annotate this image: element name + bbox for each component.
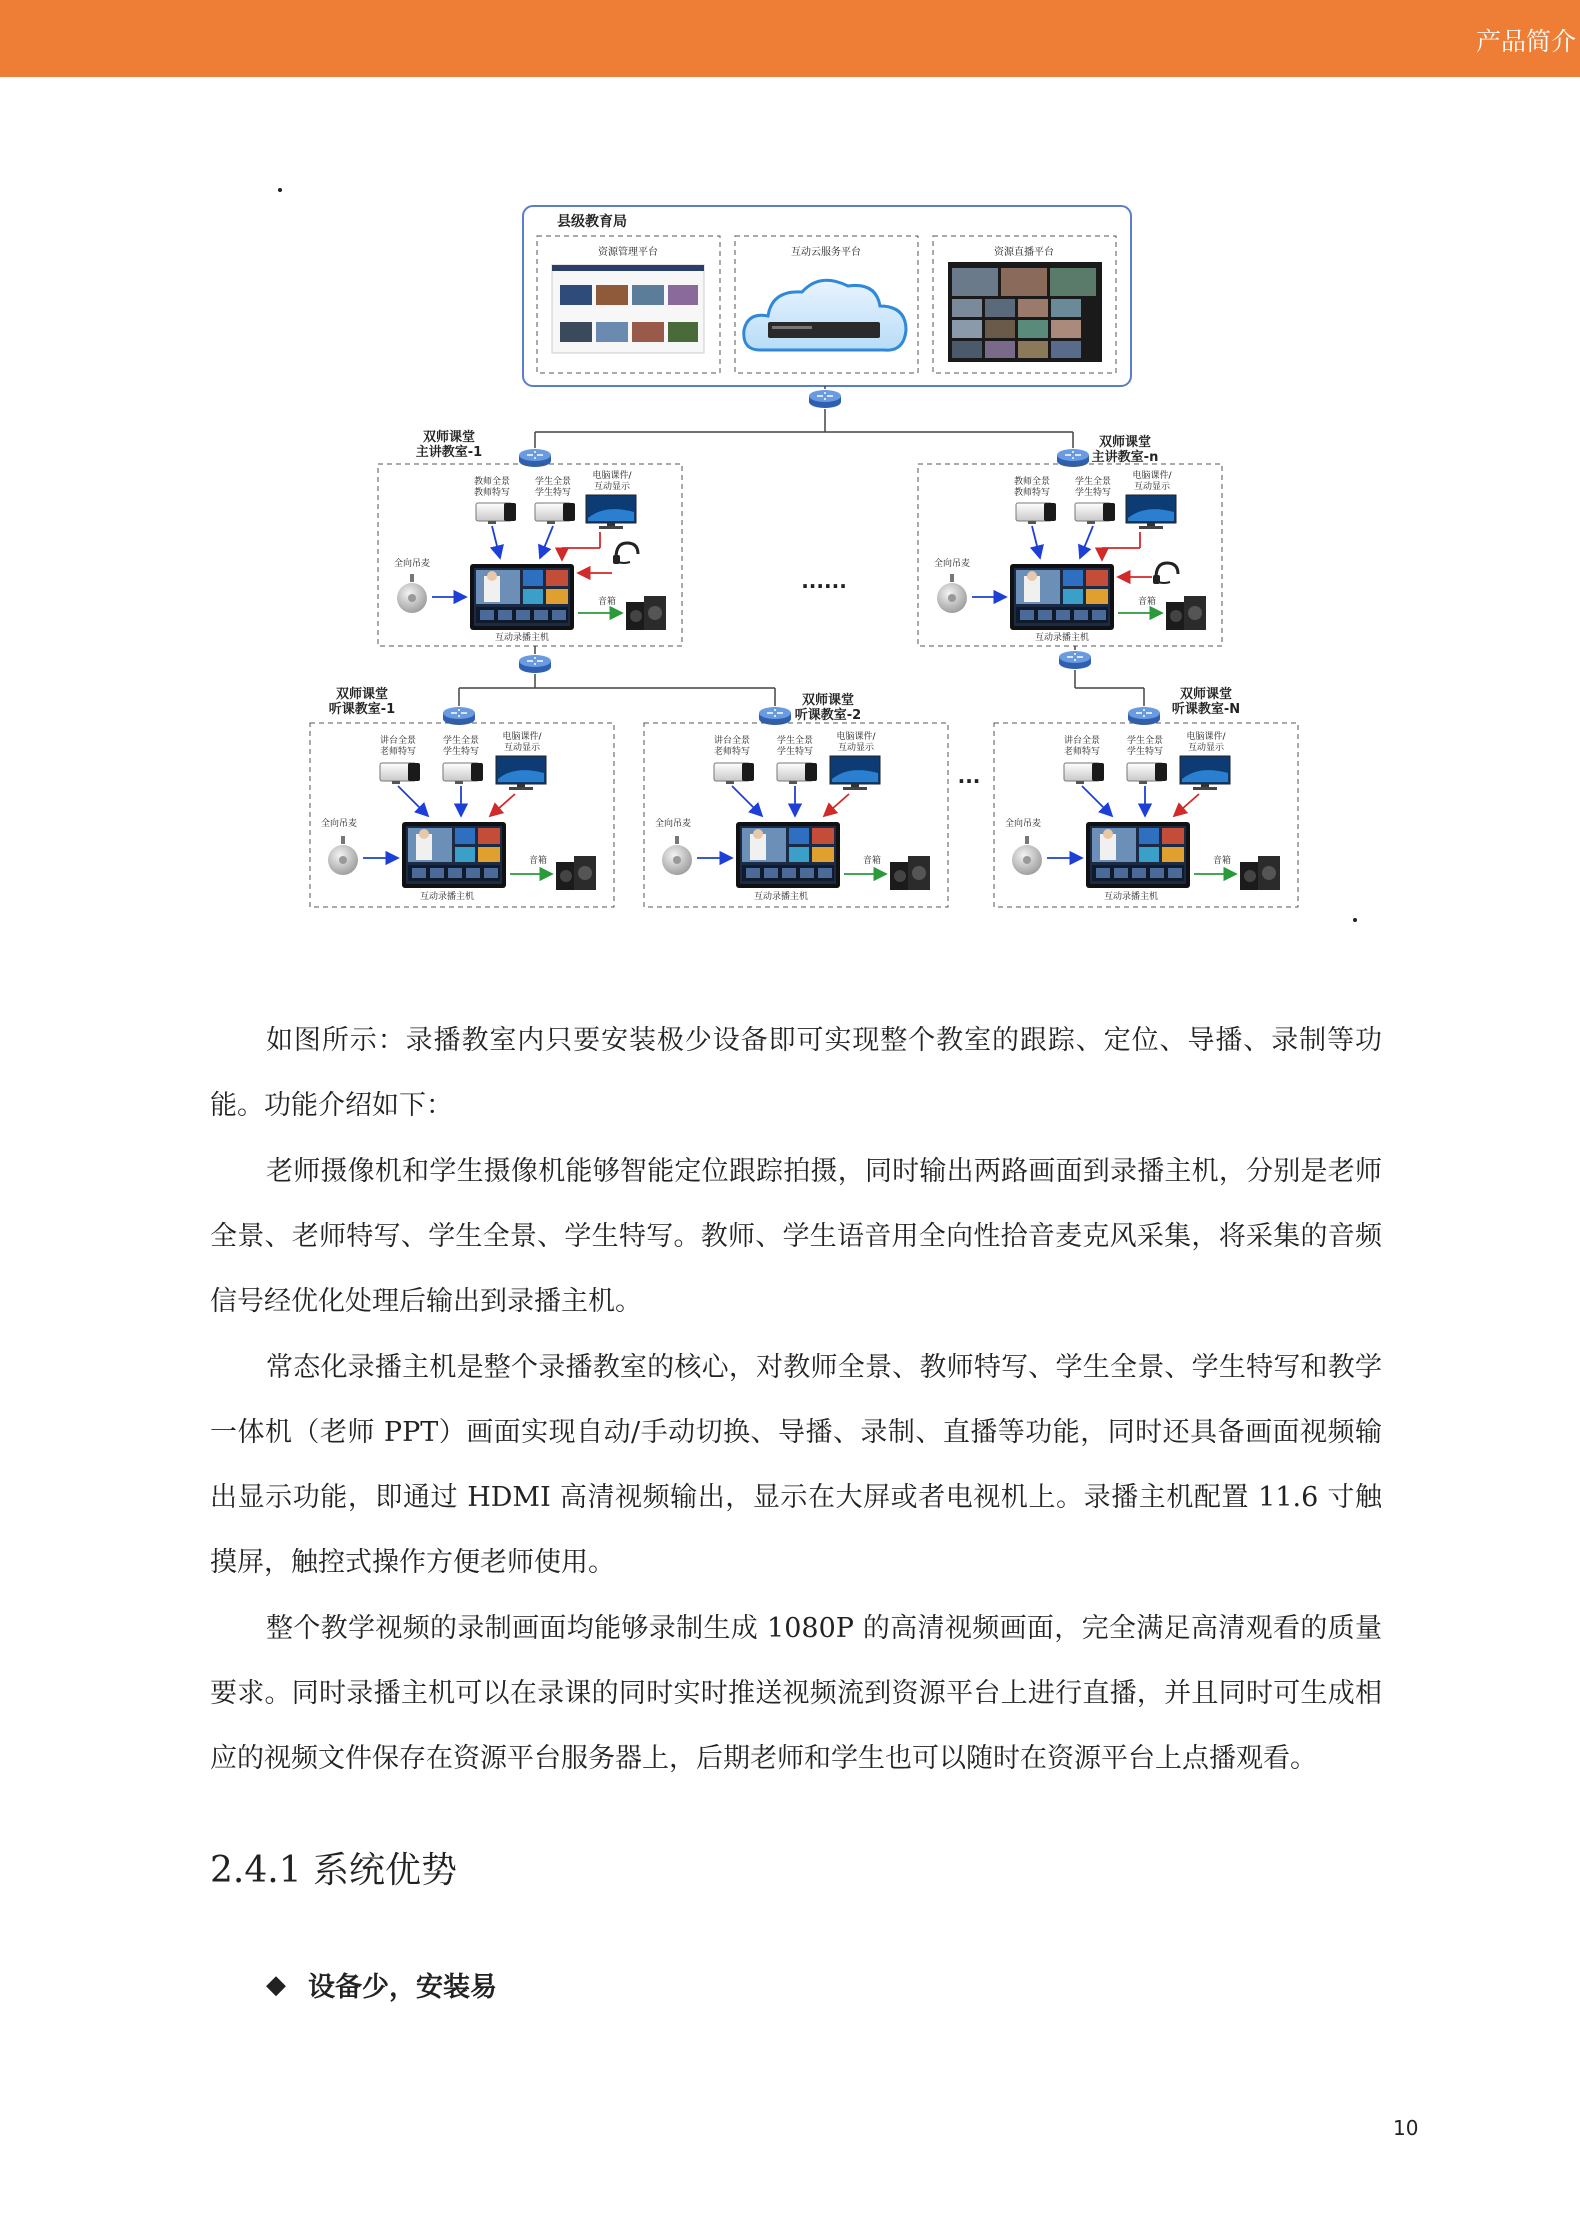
main-classroom-1: [378, 429, 682, 646]
device-label: 互动显示: [503, 743, 541, 753]
paragraph-4: 整个教学视频的录制画面均能够录制生成 1080P 的高清视频画面，完全满足高清观看的质量要求。同时录播主机可以在录课的同时实时推送视频流到资源平台上进行直播，并且同时可生成相应的视频文件保存在资源平台服务器上，后期老师和学生也可以随时在资源平台上点播观看。: [210, 1613, 1382, 1774]
device-label: 教师全景: [473, 477, 511, 487]
device-label: 老师特写: [713, 747, 751, 757]
device-label: 音箱: [862, 856, 882, 866]
microphone-icon: [662, 836, 692, 875]
host-icon: [1086, 822, 1190, 888]
device-label: 电脑课件/: [592, 471, 632, 481]
device-label: 互动录播主机: [1103, 892, 1159, 902]
device-label: 音箱: [528, 856, 548, 866]
device-label: 电脑课件/: [1186, 732, 1226, 742]
device-label: 互动录播主机: [494, 633, 550, 643]
platform-label: 资源管理平台: [598, 247, 658, 258]
device-label: 全向吊麦: [320, 819, 358, 829]
router-icon: [1059, 651, 1091, 669]
monitor-icon: [830, 756, 880, 790]
camera-icon: [1075, 503, 1115, 524]
device-label: 讲台全景: [713, 736, 751, 746]
device-label: 互动录播主机: [753, 892, 809, 902]
device-label: 全向吊麦: [933, 559, 971, 569]
device-label: 教师特写: [473, 488, 511, 498]
room-label: 听课教室-2: [794, 708, 862, 723]
device-label: 全向吊麦: [1004, 819, 1042, 829]
camera-icon: [443, 763, 483, 784]
device-label: 学生全景: [1074, 477, 1112, 487]
device-label: 互动显示: [1187, 743, 1225, 753]
host-icon: [470, 564, 574, 630]
device-label: 互动显示: [1133, 482, 1171, 492]
device-label: 音箱: [1137, 597, 1157, 607]
system-diagram: [0, 0, 1580, 960]
listening-classroom-2: [644, 692, 948, 907]
monitor-icon: [1180, 756, 1230, 790]
device-label: 音箱: [597, 597, 617, 607]
room-label: 双师课堂: [422, 430, 476, 445]
bullet-text: 设备少，安装易: [308, 1972, 497, 2003]
microphone-icon: [397, 574, 427, 613]
device-label: 学生全景: [442, 736, 480, 746]
room-label: 听课教室-N: [1171, 702, 1241, 717]
platform-label: 资源直播平台: [994, 247, 1054, 258]
microphone-icon: [1012, 836, 1042, 875]
device-label: 讲台全景: [1063, 736, 1101, 746]
speaker-icon: [626, 596, 666, 630]
device-label: 电脑课件/: [836, 732, 876, 742]
device-label: 教师全景: [1013, 477, 1051, 487]
page-number: 10: [1393, 2116, 1419, 2140]
camera-icon: [476, 503, 516, 524]
camera-icon: [535, 503, 575, 524]
device-label: 讲台全景: [379, 736, 417, 746]
room-label: 主讲教室-n: [1091, 450, 1159, 465]
room-label: 双师课堂: [1179, 687, 1233, 702]
camera-icon: [1016, 503, 1056, 524]
room-label: 双师课堂: [1098, 435, 1152, 450]
headset-icon: [613, 543, 638, 564]
device-label: 互动录播主机: [1034, 633, 1090, 643]
camera-icon: [380, 763, 420, 784]
camera-icon: [1064, 763, 1104, 784]
paragraph-3: 常态化录播主机是整个录播教室的核心，对教师全景、教师特写、学生全景、学生特写和教学一体机（老师 PPT）画面实现自动/手动切换、导播、录制、直播等功能，同时还具备画面视频输出显示功能，即通过 HDMI 高清视频输出，显示在大屏或者电视机上。录播主机配置 11.6 寸触摸屏，触控式操作方便老师使用。: [210, 1352, 1382, 1578]
camera-icon: [1127, 763, 1167, 784]
device-label: 全向吊麦: [654, 819, 692, 829]
router-icon: [809, 390, 841, 408]
device-label: 老师特写: [379, 747, 417, 757]
speaker-icon: [1240, 856, 1280, 890]
headset-icon: [1153, 563, 1178, 584]
header-title: 产品简介: [1475, 27, 1576, 56]
ellipsis: ...: [957, 764, 981, 788]
speaker-icon: [556, 856, 596, 890]
room-label: 听课教室-1: [328, 702, 396, 717]
device-label: 互动显示: [593, 482, 631, 492]
device-label: 电脑课件/: [502, 732, 542, 742]
monitor-icon: [586, 495, 636, 529]
room-label: 双师课堂: [335, 687, 389, 702]
main-classroom-n: [918, 434, 1222, 646]
monitor-icon: [1126, 495, 1176, 529]
speaker-icon: [890, 856, 930, 890]
host-icon: [736, 822, 840, 888]
device-label: 学生全景: [1126, 736, 1164, 746]
section-heading: 2.4.1 系统优势: [210, 1850, 458, 1891]
platform-label: 互动云服务平台: [791, 247, 861, 258]
device-label: 学生全景: [776, 736, 814, 746]
paragraph-1: 如图所示：录播教室内只要安装极少设备即可实现整个教室的跟踪、定位、导播、录制等功能。功能介绍如下：: [210, 1025, 1382, 1121]
microphone-icon: [328, 836, 358, 875]
monitor-icon: [496, 756, 546, 790]
router-icon: [1128, 707, 1160, 725]
device-label: 学生特写: [1074, 488, 1112, 498]
room-label: 主讲教室-1: [415, 445, 483, 460]
device-label: 学生特写: [534, 488, 572, 498]
device-label: 学生特写: [1126, 747, 1164, 757]
speaker-icon: [1166, 596, 1206, 630]
host-icon: [402, 822, 506, 888]
diamond-bullet-icon: ◆: [266, 1969, 286, 2000]
room-label: 双师课堂: [801, 693, 855, 708]
education-bureau-title: 县级教育局: [557, 214, 627, 230]
device-label: 电脑课件/: [1132, 471, 1172, 481]
router-icon: [443, 707, 475, 725]
device-label: 老师特写: [1063, 747, 1101, 757]
device-label: 学生特写: [776, 747, 814, 757]
camera-icon: [777, 763, 817, 784]
device-label: 互动显示: [837, 743, 875, 753]
router-icon: [519, 655, 551, 673]
paragraph-2: 老师摄像机和学生摄像机能够智能定位跟踪拍摄，同时输出两路画面到录播主机，分别是老师全景、老师特写、学生全景、学生特写。教师、学生语音用全向性拾音麦克风采集，将采集的音频信号经优化处理后输出到录播主机。: [210, 1156, 1382, 1317]
education-bureau-box: [523, 206, 1131, 386]
device-label: 互动录播主机: [419, 892, 475, 902]
bullet-item: [266, 1965, 497, 2004]
listening-classroom-n: [994, 686, 1298, 907]
device-label: 学生全景: [534, 477, 572, 487]
camera-icon: [714, 763, 754, 784]
ellipsis: ......: [801, 569, 847, 593]
host-icon: [1010, 564, 1114, 630]
microphone-icon: [937, 574, 967, 613]
device-label: 全向吊麦: [393, 559, 431, 569]
device-label: 教师特写: [1013, 488, 1051, 498]
router-icon: [759, 707, 791, 725]
device-label: 音箱: [1212, 856, 1232, 866]
device-label: 学生特写: [442, 747, 480, 757]
listening-classroom-1: [310, 686, 614, 907]
